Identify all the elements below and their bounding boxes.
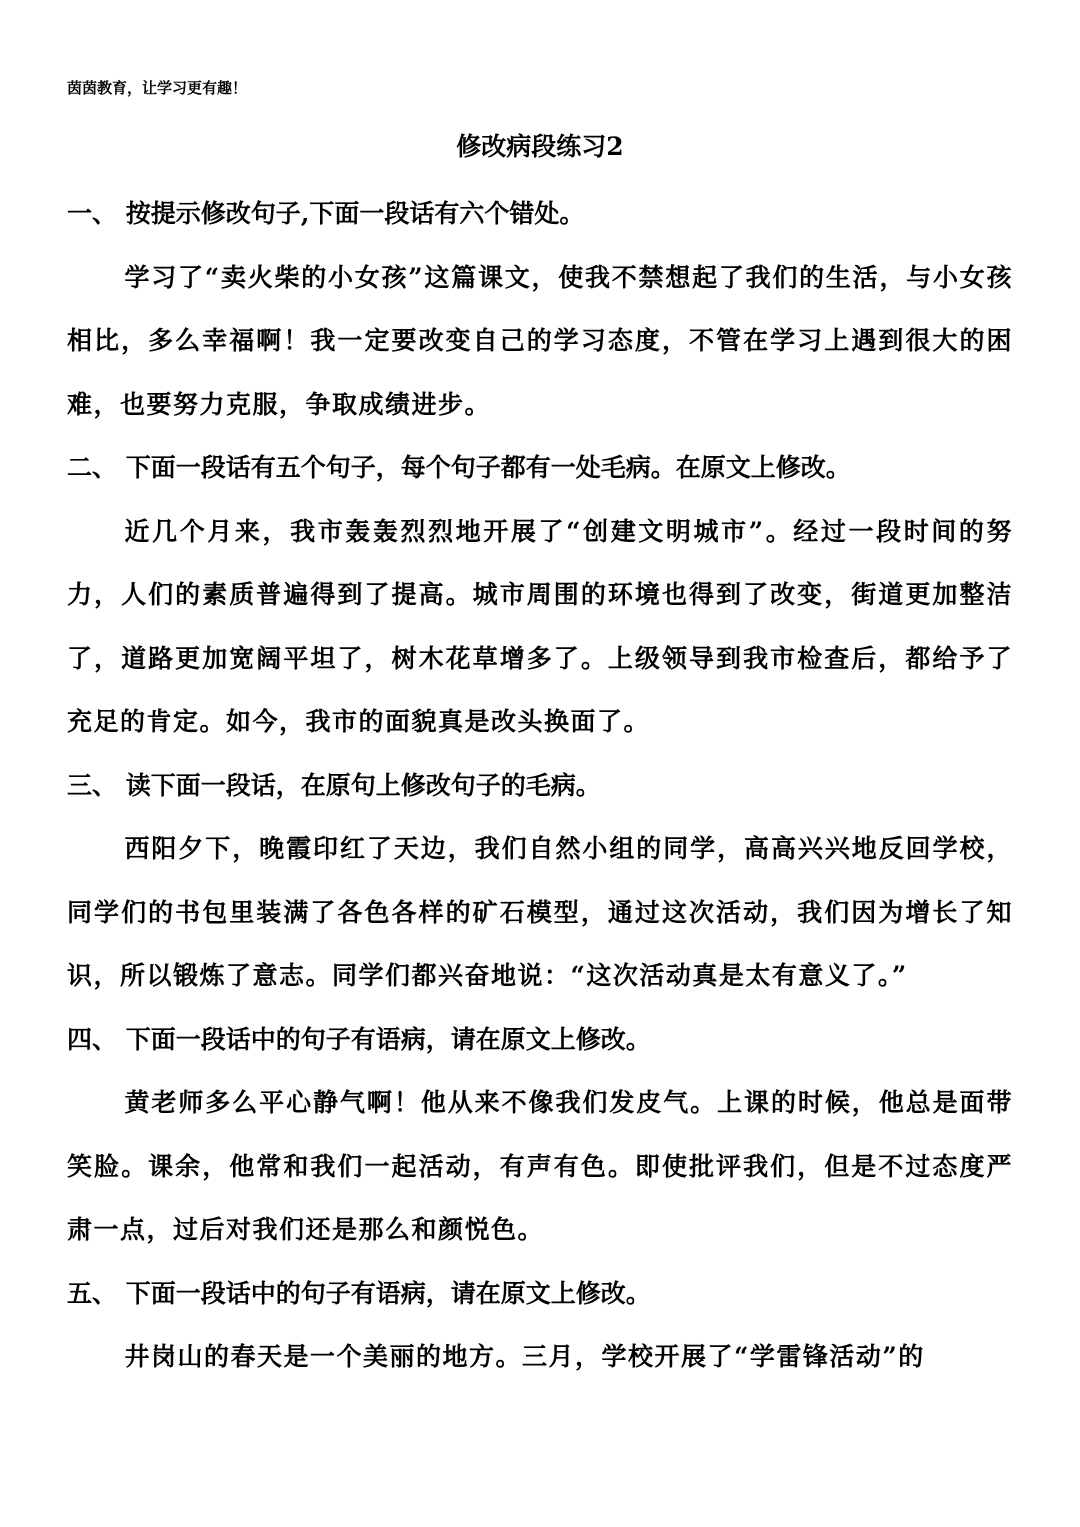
section-paragraph: 学习了“卖火柴的小女孩”这篇课文，使我不禁想起了我们的生活，与小女孩相比，多么幸福啊！我一定要改变自己的学习态度，不管在学习上遇到很大的困难，也要努力克服，争取成绩进步。 (67, 262, 1013, 419)
exercise-section-5 (67, 1262, 1013, 1389)
document-title: 修改病段练习2 (456, 132, 624, 161)
section-paragraph: 黄老师多么平心静气啊！他从来不像我们发皮气。上课的时候，他总是面带笑脸。课余，他常和我们一起活动，有声有色。即使批评我们，但是不过态度严肃一点，过后对我们还是那么和颜悦色。 (67, 1088, 1013, 1244)
section-paragraph: 西阳夕下，晚霞印红了天边，我们自然小组的同学，高高兴兴地反回学校，同学们的书包里装满了各色各样的矿石模型，通过这次活动，我们因为增长了知识，所以锻炼了意志。同学们都兴奋地说：“这次活动真是太有意义了。” (67, 834, 1013, 990)
exercise-sections (67, 182, 1013, 1389)
exercise-section-1 (67, 182, 1013, 436)
exercise-section-4 (67, 1008, 1013, 1262)
section-heading: 二、 下面一段话有五个句子，每个句子都有一处毛病。在原文上修改。 (67, 453, 851, 482)
section-heading: 五、 下面一段话中的句子有语病，请在原文上修改。 (67, 1278, 651, 1308)
section-heading: 三、 读下面一段话，在原句上修改句子的毛病。 (67, 770, 601, 800)
exercise-section-3 (67, 754, 1013, 1008)
header-note: 茵茵教育，让学习更有趣！ (67, 79, 248, 97)
section-paragraph: 井岗山的春天是一个美丽的地方。三月，学校开展了“学雷锋活动”的 (124, 1342, 925, 1371)
section-heading: 四、 下面一段话中的句子有语病，请在原文上修改。 (67, 1024, 651, 1054)
section-heading: 一、 按提示修改句子,下面一段话有六个错处。 (67, 199, 585, 228)
section-paragraph: 近几个月来，我市轰轰烈烈地开展了“创建文明城市”。经过一段时间的努力，人们的素质普遍得到了提高。城市周围的环境也得到了改变，街道更加整洁了，道路更加宽阔平坦了，树木花草增多了。上级领导到我市检查后，都给予了充足的肯定。如今，我市的面貌真是改头换面了。 (67, 516, 1013, 736)
exercise-section-2 (67, 436, 1013, 754)
